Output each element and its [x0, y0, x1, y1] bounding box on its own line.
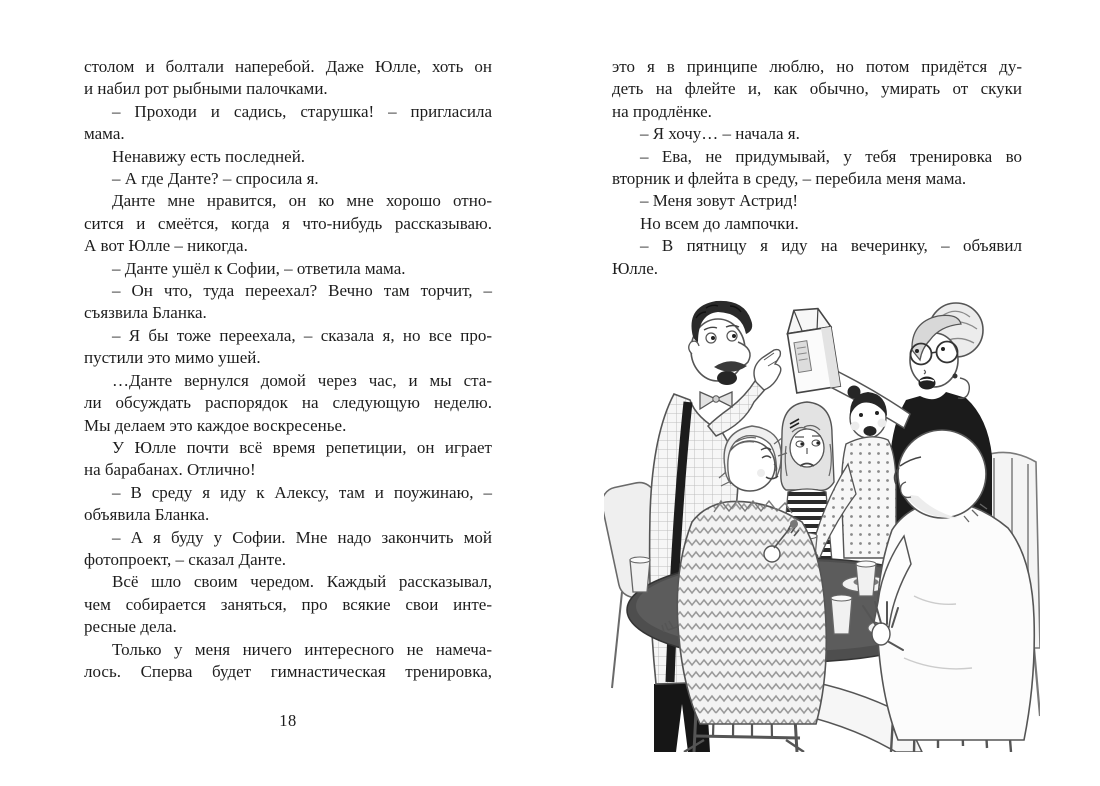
text-line: Мы делаем это каждое воскресенье.	[84, 415, 347, 435]
mother-mouth	[919, 377, 936, 390]
text-line: Всё шло своим чередом. Каждый рассказывал,	[112, 572, 492, 592]
father-hand	[754, 350, 781, 390]
text-line: Но всем до лампочки.	[640, 213, 799, 233]
text-line: на продлёнке.	[612, 101, 712, 121]
text-line: Данте мне нравится, он ко мне хорошо отно-	[112, 191, 492, 211]
text-line: вторник и флейта в среду, – перебила меня мама.	[612, 169, 967, 189]
dotted-girl-mouth	[864, 426, 877, 436]
family-dinner-scene	[604, 296, 1040, 752]
mother-earring	[953, 374, 958, 379]
text-line: – А где Данте? – спросила я.	[112, 169, 319, 189]
milk-carton	[784, 305, 840, 393]
text-line: – В пятницу я иду на вечеринку, – объявил	[640, 236, 1022, 256]
text-line: чем собирается заняться, про всякие свои инте-	[84, 594, 492, 614]
text-line: на барабанах. Отлично!	[84, 460, 256, 480]
text-line: лось. Сперва будет гимнастическая тренировка,	[84, 661, 492, 681]
text-line: …Данте вернулся домой через час, и мы ста-	[112, 370, 492, 390]
text-line: сится и смеётся, когда я что-нибудь рассказываю.	[84, 213, 492, 233]
text-line: – Он что, туда переехал? Вечно там торчит, –	[112, 281, 492, 301]
text-line: – Я бы тоже переехала, – сказала я, но все про-	[112, 325, 492, 345]
blonde-sweater	[677, 501, 826, 724]
glass	[630, 557, 650, 592]
text-line: Юлле.	[612, 258, 659, 278]
bald-man-head	[898, 430, 986, 518]
right-page-text	[612, 56, 1022, 280]
text-line: фотопроект, – сказал Данте.	[84, 549, 286, 569]
text-line: ли обсуждать распорядок на следующую неделю.	[84, 393, 492, 413]
text-line: – Меня зовут Астрид!	[640, 191, 799, 211]
text-line: – Проходи и садись, старушка! – пригласила	[112, 101, 492, 121]
text-line: объявила Бланка.	[84, 505, 210, 525]
text-line: мама.	[84, 124, 125, 144]
text-line: Ненавижу есть последней.	[112, 146, 306, 166]
glass	[856, 561, 876, 596]
text-line: это я в принципе люблю, но потом придётся ду-	[612, 57, 1022, 76]
text-line: – А я буду у Софии. Мне надо закончить мой	[112, 527, 492, 547]
text-line: и набил рот рыбными палочками.	[84, 79, 328, 99]
mother-curl	[958, 378, 969, 398]
text-line: пустили это мимо ушей.	[84, 348, 261, 368]
text-line: ресные дела.	[84, 617, 177, 637]
text-line: – Данте ушёл к Софии, – ответила мама.	[112, 258, 406, 278]
text-line: съязвила Бланка.	[84, 303, 207, 323]
family-dinner-illustration	[604, 296, 1040, 752]
blonde-hand	[764, 546, 780, 562]
text-line: Только у меня ничего интересного не намеча-	[112, 639, 492, 659]
text-line: А вот Юлле – никогда.	[84, 236, 248, 256]
bald-man-shirt	[877, 502, 1034, 740]
page-number: 18	[279, 711, 297, 730]
text-line: – Ева, не придумывай, у тебя тренировка во	[640, 146, 1022, 166]
text-line: деть на флейте и, как обычно, умирать от скуки	[612, 79, 1022, 99]
text-line: – Я хочу… – начала я.	[640, 124, 800, 144]
bald-man-hand	[872, 623, 890, 645]
text-line: – В среду я иду к Алексу, там и поужинаю, –	[112, 482, 492, 502]
text-line: столом и болтали наперебой. Даже Юлле, хоть он	[84, 57, 492, 76]
left-page-text	[84, 56, 492, 683]
father-mouth	[717, 371, 737, 385]
text-line: У Юлле почти всё время репетиции, он играет	[112, 437, 492, 457]
glass	[831, 595, 852, 634]
